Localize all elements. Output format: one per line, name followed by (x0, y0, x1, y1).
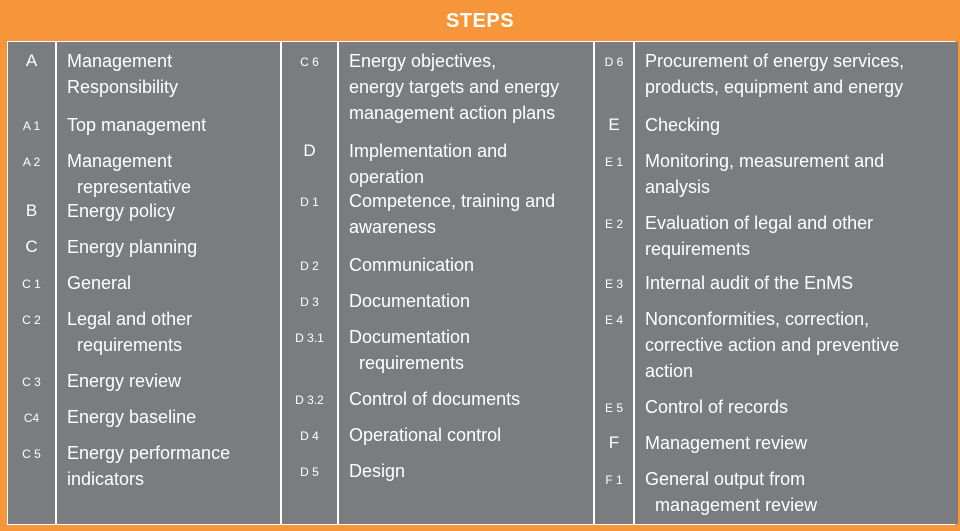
step-label (645, 394, 954, 420)
step-label (67, 440, 276, 492)
step-label (67, 48, 276, 100)
step-label (645, 48, 954, 100)
step-label-line: requirements (645, 239, 751, 259)
step-code: C 1 (22, 277, 41, 291)
step-label-line: Documentation (349, 327, 471, 347)
step-code: E 1 (604, 155, 623, 169)
step-label (67, 306, 276, 358)
step-label-line: Implementation and (349, 141, 508, 161)
step-code: E 2 (604, 217, 623, 231)
step-label (349, 288, 589, 314)
step-code: A 1 (22, 119, 41, 133)
step-code: F (608, 433, 620, 452)
step-label-line: Energy baseline (67, 407, 197, 427)
step-label (645, 430, 954, 456)
step-code: D 4 (300, 429, 319, 443)
step-code: C 5 (22, 447, 41, 461)
step-code: E 4 (604, 313, 623, 327)
step-label (67, 270, 276, 296)
step-label (349, 324, 589, 376)
step-label-line: representative (77, 177, 192, 197)
step-label (349, 252, 589, 278)
step-code: E (608, 115, 620, 134)
step-label-line: products, equipment and energy (645, 77, 904, 97)
step-label-line: Management review (645, 433, 808, 453)
step-label-line: Management (67, 51, 173, 71)
step-code: D 3.2 (295, 393, 324, 407)
step-label-line: Legal and other (67, 309, 193, 329)
column-1-codes (8, 42, 55, 524)
step-label (645, 112, 954, 138)
step-code: B (25, 201, 38, 220)
step-label-line: Operational control (349, 425, 502, 445)
step-label-line: management action plans (349, 103, 556, 123)
step-label-line: Management (67, 151, 173, 171)
step-label (349, 458, 589, 484)
table-body (7, 41, 955, 525)
column-2 (282, 42, 593, 524)
step-label-line: Nonconformities, correction, (645, 309, 870, 329)
step-label-line: Energy review (67, 371, 182, 391)
column-3 (595, 42, 958, 524)
step-label (67, 404, 276, 430)
step-code: E 3 (604, 277, 623, 291)
step-code: F 1 (605, 473, 623, 487)
step-label (645, 270, 954, 296)
step-label-line: operation (349, 167, 425, 187)
step-label-line: management review (655, 495, 818, 515)
step-label-line: requirements (77, 335, 183, 355)
step-label (349, 422, 589, 448)
step-code: C 2 (22, 313, 41, 327)
step-label (645, 210, 954, 262)
step-label-line: Control of records (645, 397, 789, 417)
step-label (349, 48, 589, 126)
step-label-line: corrective action and preventive (645, 335, 900, 355)
step-label-line: Evaluation of legal and other (645, 213, 874, 233)
step-label (645, 306, 954, 384)
step-label-line: Design (349, 461, 406, 481)
step-label (67, 368, 276, 394)
step-code: E 5 (604, 401, 623, 415)
step-code: D 1 (300, 195, 319, 209)
column-2-codes (282, 42, 337, 524)
step-label-line: Checking (645, 115, 721, 135)
step-label-line: requirements (359, 353, 465, 373)
step-label-line: Energy policy (67, 201, 176, 221)
column-2-labels (339, 42, 593, 524)
column-3-codes (595, 42, 633, 524)
step-label (645, 148, 954, 200)
column-3-labels (635, 42, 958, 524)
table-title: STEPS (445, 10, 515, 32)
step-code: D 6 (604, 55, 624, 69)
step-code: C 3 (22, 375, 41, 389)
step-label-line: Competence, training and (349, 191, 556, 211)
step-label (349, 386, 589, 412)
step-code: D 3 (300, 295, 319, 309)
step-label-line: awareness (349, 217, 437, 237)
step-label (645, 466, 954, 518)
step-label-line: Procurement of energy services, (645, 51, 905, 71)
step-code: D (303, 141, 316, 160)
step-code: C4 (23, 411, 40, 425)
step-label-line: Control of documents (349, 389, 521, 409)
step-label-line: Energy planning (67, 237, 198, 257)
step-label-line: General output from (645, 469, 806, 489)
step-code: C (25, 237, 38, 256)
step-label (349, 188, 589, 240)
step-label-line: Communication (349, 255, 475, 275)
step-label (349, 138, 589, 190)
step-label-line: Monitoring, measurement and (645, 151, 885, 171)
step-label (67, 234, 276, 260)
step-label-line: Energy performance (67, 443, 231, 463)
step-label-line: analysis (645, 177, 711, 197)
step-label-line: Energy objectives, (349, 51, 497, 71)
step-label-line: Responsibility (67, 77, 179, 97)
step-label-line: energy targets and energy (349, 77, 560, 97)
step-label (67, 198, 276, 224)
step-label (67, 112, 276, 138)
step-label-line: General (67, 273, 132, 293)
column-1-labels (57, 42, 280, 524)
step-label-line: Documentation (349, 291, 471, 311)
step-label-line: Internal audit of the EnMS (645, 273, 854, 293)
step-label (67, 148, 276, 200)
step-label-line: indicators (67, 469, 145, 489)
step-label-line: Top management (67, 115, 207, 135)
step-code: A (25, 51, 38, 70)
step-code: A 2 (22, 155, 41, 169)
step-code: D 5 (300, 465, 319, 479)
step-label-line: action (645, 361, 694, 381)
step-code: D 2 (300, 259, 319, 273)
step-code: C 6 (300, 55, 319, 69)
table-header (3, 3, 957, 40)
step-code: D 3.1 (295, 331, 324, 345)
column-1 (8, 42, 280, 524)
